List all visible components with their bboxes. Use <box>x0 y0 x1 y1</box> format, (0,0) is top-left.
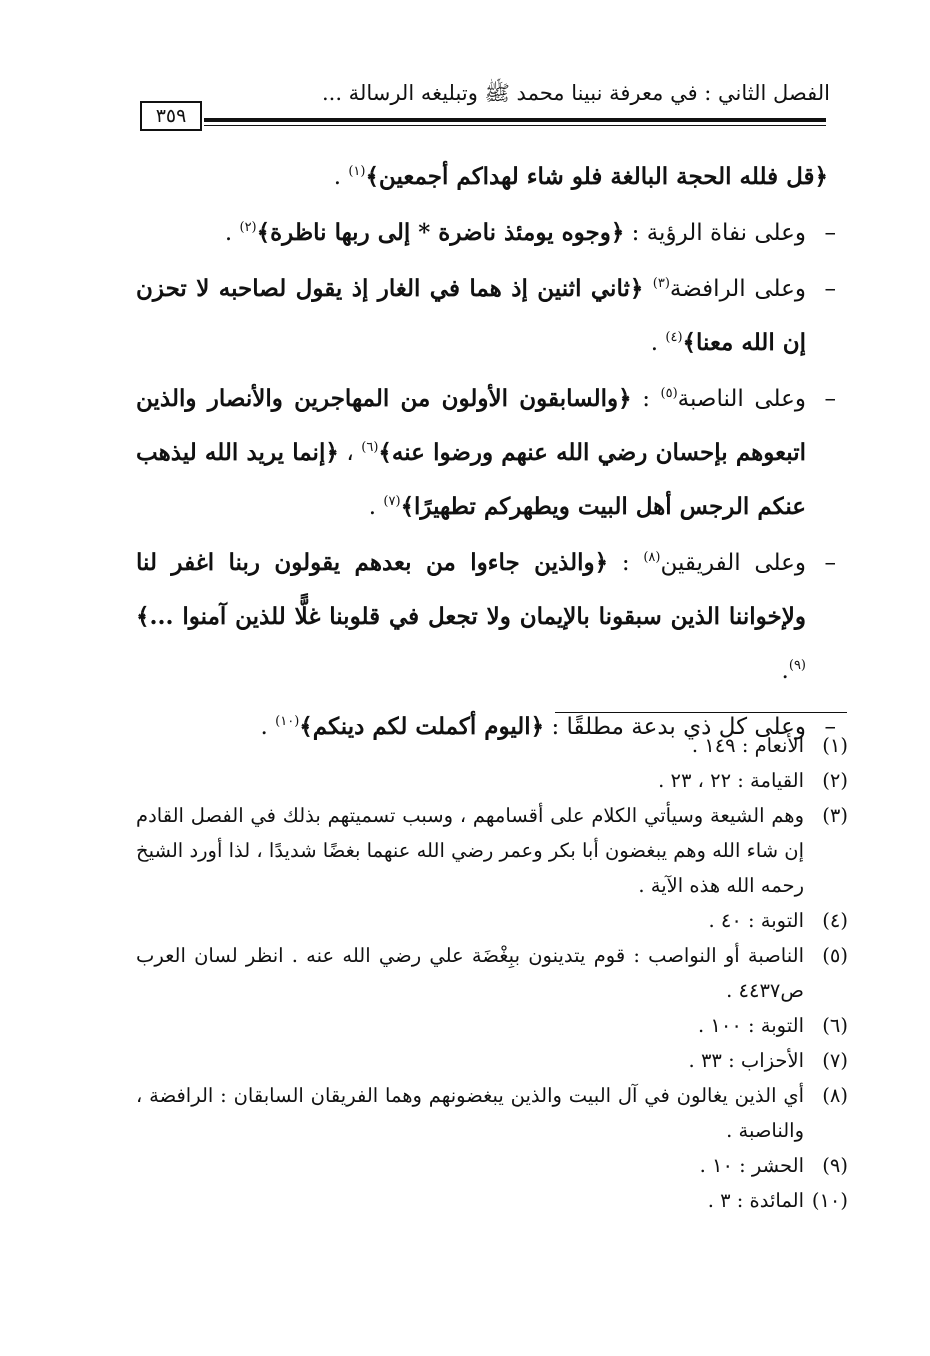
main-text <box>136 150 836 756</box>
footnote-ref: (٣) <box>652 276 670 291</box>
footnote <box>136 1183 848 1218</box>
footnote-number: (٥) <box>822 944 848 967</box>
separator: ، <box>338 440 362 466</box>
footnote-text: أي الذين يغالون في آل البيت والذين يبغضونهم وهما الفريقان السابقان : الرافضة ، والناصبة . <box>136 1084 804 1142</box>
footnote <box>136 903 848 938</box>
footnote-number: (١) <box>822 734 848 757</box>
punctuation: . <box>260 714 276 740</box>
footnote-ref: (١) <box>348 164 366 179</box>
footnote <box>136 798 848 903</box>
punctuation: . <box>368 494 384 520</box>
footnote-number: (٨) <box>822 1084 848 1107</box>
footnote <box>136 728 848 763</box>
list-dash: – <box>824 550 836 576</box>
paragraph-3 <box>136 262 836 370</box>
footnote-number: (٢) <box>822 769 848 792</box>
verse: ﴿ثاني اثنين إذ هما في الغار إذ يقول لصاحبه لا تحزن إن الله معنا﴾ <box>136 275 806 356</box>
footnote <box>136 1043 848 1078</box>
footnote-number: (٣) <box>822 804 848 827</box>
paragraph-5 <box>136 536 836 698</box>
footnote-text: الحشر : ١٠ . <box>699 1154 804 1177</box>
verse: ﴿إنما يريد الله ليذهب عنكم الرجس أهل البيت ويطهركم تطهيرًا﴾ <box>136 439 806 520</box>
footnote-text: الأنعام : ١٤٩ . <box>691 734 804 757</box>
punctuation: . <box>333 164 349 190</box>
footnote-number: (٦) <box>822 1014 848 1037</box>
footnote-number: (٧) <box>822 1049 848 1072</box>
paragraph-2 <box>136 206 836 260</box>
footnote-number: (١٠) <box>811 1189 848 1212</box>
verse: ﴿قل فلله الحجة البالغة فلو شاء لهداكم أجمعين﴾ <box>365 163 828 190</box>
footnote-number: (٩) <box>822 1154 848 1177</box>
verse: ﴿والسابقون الأولون من المهاجرين والأنصار والذين اتبعوهم بإحسان رضي الله عنهم ورضوا عنه﴾ <box>136 385 807 466</box>
verse: ﴿وجوه يومئذ ناضرة * إلى ربها ناظرة﴾ <box>256 219 625 246</box>
footnote <box>136 1148 848 1183</box>
footnote-text: التوبة : ١٠٠ . <box>698 1014 804 1037</box>
page-number: ٣٥٩ <box>140 101 202 131</box>
running-header: الفصل الثاني : في معرفة نبينا محمد ﷺ وتبليغه الرسالة ... <box>321 81 830 105</box>
verse: ﴿اليوم أكملت لكم دينكم﴾ <box>299 713 545 740</box>
footnote-ref: (٨) <box>643 550 661 565</box>
footnote-text: الأحزاب : ٣٣ . <box>688 1049 804 1072</box>
footnote-text: المائدة : ٣ . <box>707 1189 804 1212</box>
footnote-text: وهم الشيعة وسيأتي الكلام على أقسامهم ، وسبب تسميتهم بذلك في الفصل القادم إن شاء الله وهم يبغضون أبا بكر وعمر رضي الله عنهما بغضًا شديدًا ، لذا أورد الشيخ رحمه الله هذه الآية . <box>136 804 804 897</box>
paragraph-lead: وعلى الناصبة <box>677 386 806 412</box>
list-dash: – <box>824 220 836 246</box>
list-dash: – <box>824 386 836 412</box>
paragraph-1 <box>136 150 830 204</box>
footnote-ref: (٧) <box>383 494 401 509</box>
footnote <box>136 763 848 798</box>
footnote-text: القيامة : ٢٢ ، ٢٣ . <box>658 769 804 792</box>
list-dash: – <box>824 714 836 740</box>
footnote-separator <box>555 712 847 713</box>
paragraph-lead: وعلى الفريقين <box>660 550 806 576</box>
footnotes <box>136 728 848 1218</box>
paragraph-lead: وعلى نفاة الرؤية : <box>624 220 806 246</box>
punctuation: . <box>650 330 666 356</box>
punctuation: . <box>224 220 240 246</box>
list-dash: – <box>824 276 836 302</box>
separator: : <box>631 386 661 412</box>
footnote-text: التوبة : ٤٠ . <box>708 909 804 932</box>
verse: ﴿والذين جاءوا من بعدهم يقولون ربنا اغفر لنا ولإخواننا الذين سبقونا بالإيمان ولا تجعل في قلوبنا غلًّا للذين آمنوا ...﴾ <box>136 549 806 630</box>
footnote-number: (٤) <box>822 909 848 932</box>
footnote-text: الناصبة أو النواصب : قوم يتدينون ببِغْضَة علي رضي الله عنه . انظر لسان العرب ص٤٤٣٧ . <box>136 944 804 1002</box>
header-rule-thin <box>204 125 826 126</box>
footnote <box>136 1078 848 1148</box>
footnote <box>136 1008 848 1043</box>
header-rule <box>204 118 826 122</box>
separator: : <box>608 550 644 576</box>
footnote-ref: (٥) <box>660 386 678 401</box>
paragraph-4 <box>136 372 836 534</box>
punctuation: . <box>781 658 789 684</box>
footnote-ref: (١٠) <box>275 714 300 729</box>
footnote <box>136 938 848 1008</box>
paragraph-lead: وعلى الرافضة <box>669 276 806 302</box>
footnote-ref: (٦) <box>361 440 379 455</box>
footnote-ref: (٢) <box>239 220 257 235</box>
footnote-ref: (٩) <box>788 658 806 673</box>
paragraph-lead: وعلى كل ذي بدعة مطلقًا : <box>544 714 806 740</box>
page-number-underline <box>140 130 202 131</box>
footnote-ref: (٤) <box>665 330 683 345</box>
